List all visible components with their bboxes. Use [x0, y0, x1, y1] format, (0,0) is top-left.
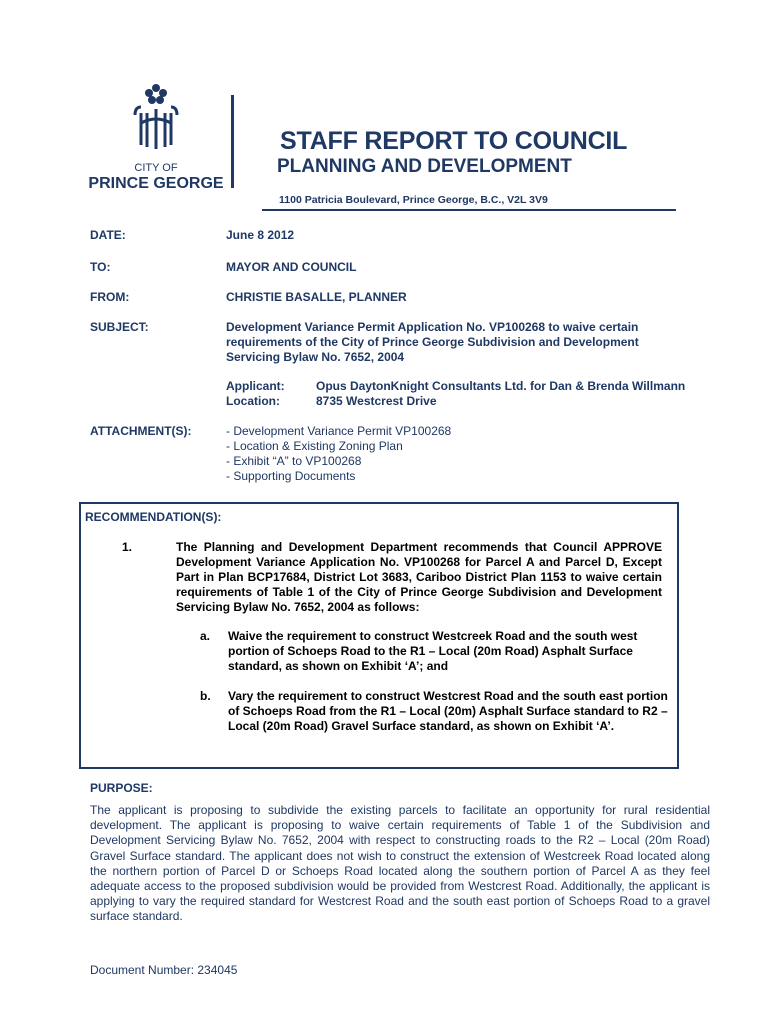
report-title: STAFF REPORT TO COUNCIL — [280, 127, 628, 155]
recommendation-number: 1. — [122, 540, 133, 554]
attachment-item: - Location & Existing Zoning Plan — [226, 439, 403, 453]
attachments-label: ATTACHMENT(S): — [90, 424, 192, 438]
recommendation-text: The Planning and Development Department recommends that Council APPROVE Development Variance Application No. VP100268 for Parcel A and Parcel D, Except Part in Plan BCP17684, District Lot 3683, Cariboo District Plan 1153 to waive certain requirements of Table 1 of the City of Prince George Subdivision and Development Servicing Bylaw No. 7652, 2004 as follows: — [176, 540, 662, 614]
to-label: TO: — [90, 260, 111, 274]
applicant-label: Applicant: — [226, 379, 285, 393]
subject-value: Development Variance Permit Application No. VP100268 to waive certain requirements of the City of Prince George Subdivision and Development Servicing Bylaw No. 7652, 2004 — [226, 320, 639, 364]
to-value: MAYOR AND COUNCIL — [226, 260, 357, 274]
attachment-item: - Supporting Documents — [226, 469, 356, 483]
header-rule — [262, 209, 676, 211]
city-logo — [83, 75, 229, 200]
header-divider — [231, 95, 234, 188]
item-b-marker: b. — [200, 689, 211, 703]
purpose-text: The applicant is proposing to subdivide the existing parcels to facilitate an opportunity for rural residential development. The applicant is proposing to waive certain requirements of Table 1 of the Subdivision and Development Servicing Bylaw No. 7652, 2004 with respect to constructing roads to the R2 – Local (20m Road) Gravel Surface standard. The applicant does not wish to construct the extension of Westcreek Road located along the northern portion of Parcel D or Schoeps Road located along the southern portion of Parcel A as they feel adequate access to the proposed subdivision would be provided from Westcrest Road. Additionally, the applicant is applying to vary the required standard for Westcrest Road and the south east portion of Schoeps Road to a gravel surface standard. — [90, 803, 710, 924]
attachments-list — [226, 424, 451, 484]
from-label: FROM: — [90, 290, 130, 304]
purpose-title: PURPOSE: — [90, 781, 153, 795]
item-b-text: Vary the requirement to construct Westcrest Road and the south east portion of Schoeps Road from the R1 – Local (20m) Asphalt Surface standard to R2 – Local (20m Road) Gravel Surface standard, as shown on Exhibit ‘A’. — [228, 689, 668, 733]
address: 1100 Patricia Boulevard, Prince George, B.C., V2L 3V9 — [279, 194, 548, 206]
location-value: 8735 Westcrest Drive — [316, 394, 437, 408]
attachment-item: - Exhibit “A” to VP100268 — [226, 454, 362, 468]
item-a-text: Waive the requirement to construct Westcreek Road and the south west portion of Schoeps Road to the R1 – Local (20m Road) Asphalt Surface standard, as shown on Exhibit ‘A’; and — [228, 629, 638, 673]
recommendation-title: RECOMMENDATION(S): — [85, 510, 222, 524]
item-a-marker: a. — [200, 629, 211, 643]
department-title: PLANNING AND DEVELOPMENT — [277, 156, 572, 177]
prince-george-emblem-icon — [83, 75, 229, 200]
document-number: Document Number: 234045 — [90, 963, 238, 977]
attachment-item: - Development Variance Permit VP100268 — [226, 424, 452, 438]
applicant-value: Opus DaytonKnight Consultants Ltd. for Dan & Brenda Willmann — [316, 379, 686, 393]
location-label: Location: — [226, 394, 280, 408]
subject-label: SUBJECT: — [90, 320, 149, 334]
from-value: CHRISTIE BASALLE, PLANNER — [226, 290, 407, 304]
date-value: June 8 2012 — [226, 228, 295, 242]
logo-line2: PRINCE GEORGE — [88, 175, 224, 192]
logo-line1: CITY OF — [134, 162, 178, 174]
date-label: DATE: — [90, 228, 126, 242]
